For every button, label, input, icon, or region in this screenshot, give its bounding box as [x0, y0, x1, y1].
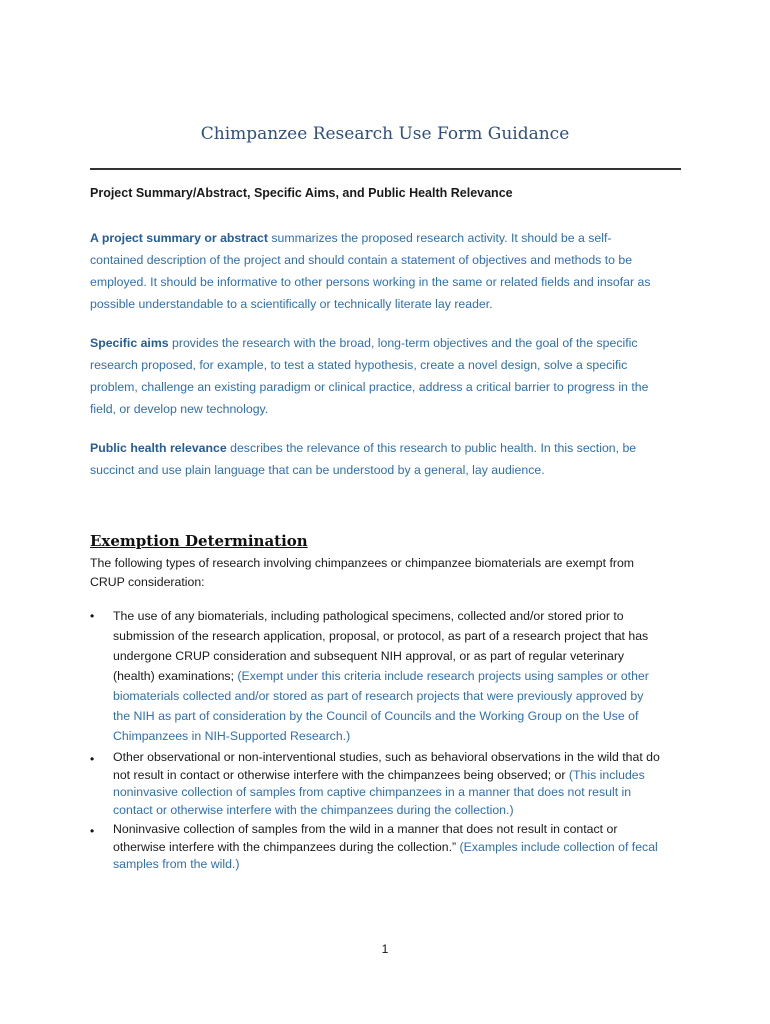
paragraph-text: provides the research with the broad, long-term objectives and the goal of the specific research proposed, for example, to test a stated hypothesis, create a novel design, solve a specific problem, challenge an existing paradigm or clinical practice, address a critical barrier to progress in the field, or develop new technology.	[90, 336, 649, 416]
list-item	[90, 749, 662, 819]
bullet-note: (Exempt under this criteria include research projects using samples or other biomaterials collected and/or stored as part of research projects that were previously approved by the NIH as part of consideration by the Council of Councils and the Working Group on the Use of Chimpanzees in NIH-Supported Research.)	[113, 669, 649, 743]
paragraph-term: A project summary or abstract	[90, 231, 268, 245]
paragraph-term: Public health relevance	[90, 441, 227, 455]
specific-aims-paragraph	[90, 332, 660, 420]
list-item	[90, 606, 662, 746]
bullet-note: (Examples include collection of fecal samples from the wild.)	[113, 839, 658, 871]
bullet-icon: •	[90, 609, 95, 623]
page-number: 1	[381, 942, 389, 956]
bullet-text: The use of any biomaterials, including pathological specimens, collected and/or stored prior to submission of the research application, proposal, or protocol, as part of a research project that has undergone CRUP consideration and subsequent NIH approval, or as part of regular veterinary (health) examinations;	[113, 609, 649, 683]
list-item	[90, 821, 662, 874]
section-heading: Project Summary/Abstract, Specific Aims, and Public Health Relevance	[90, 186, 513, 200]
paragraph-text: summarizes the proposed research activity. It should be a self-contained description of the project and should contain a statement of objectives and methods to be employed. It should be informative to other persons working in the same or related fields and insofar as possible understandable to a scientifically or technically literate lay reader.	[90, 231, 651, 311]
page-title: Chimpanzee Research Use Form Guidance	[200, 124, 570, 144]
exemption-heading: Exemption Determination	[90, 532, 308, 550]
bullet-text: Noninvasive collection of samples from the wild in a manner that does not result in contact or otherwise interfere with the chimpanzees during the collection.”	[113, 822, 618, 854]
bullet-icon: •	[90, 824, 95, 838]
bullet-text: Other observational or non-interventional studies, such as behavioral observations in the wild that do not result in contact or otherwise interfere with the chimpanzees being observed; or	[113, 750, 660, 782]
project-summary-paragraph	[90, 227, 660, 315]
bullet-note: (This includes noninvasive collection of samples from captive chimpanzees in a manner that does not result in contact or otherwise interfere with the chimpanzees during the collection.)	[113, 767, 645, 817]
public-health-paragraph	[90, 437, 660, 481]
paragraph-text: describes the relevance of this research to public health. In this section, be succinct and use plain language that can be understood by a general, lay audience.	[90, 441, 637, 477]
bullet-icon: •	[90, 752, 95, 766]
paragraph-term: Specific aims	[90, 336, 169, 350]
title-divider	[90, 168, 681, 170]
exemption-intro: The following types of research involving chimpanzees or chimpanzee biomaterials are exempt from CRUP consideration:	[90, 556, 635, 589]
